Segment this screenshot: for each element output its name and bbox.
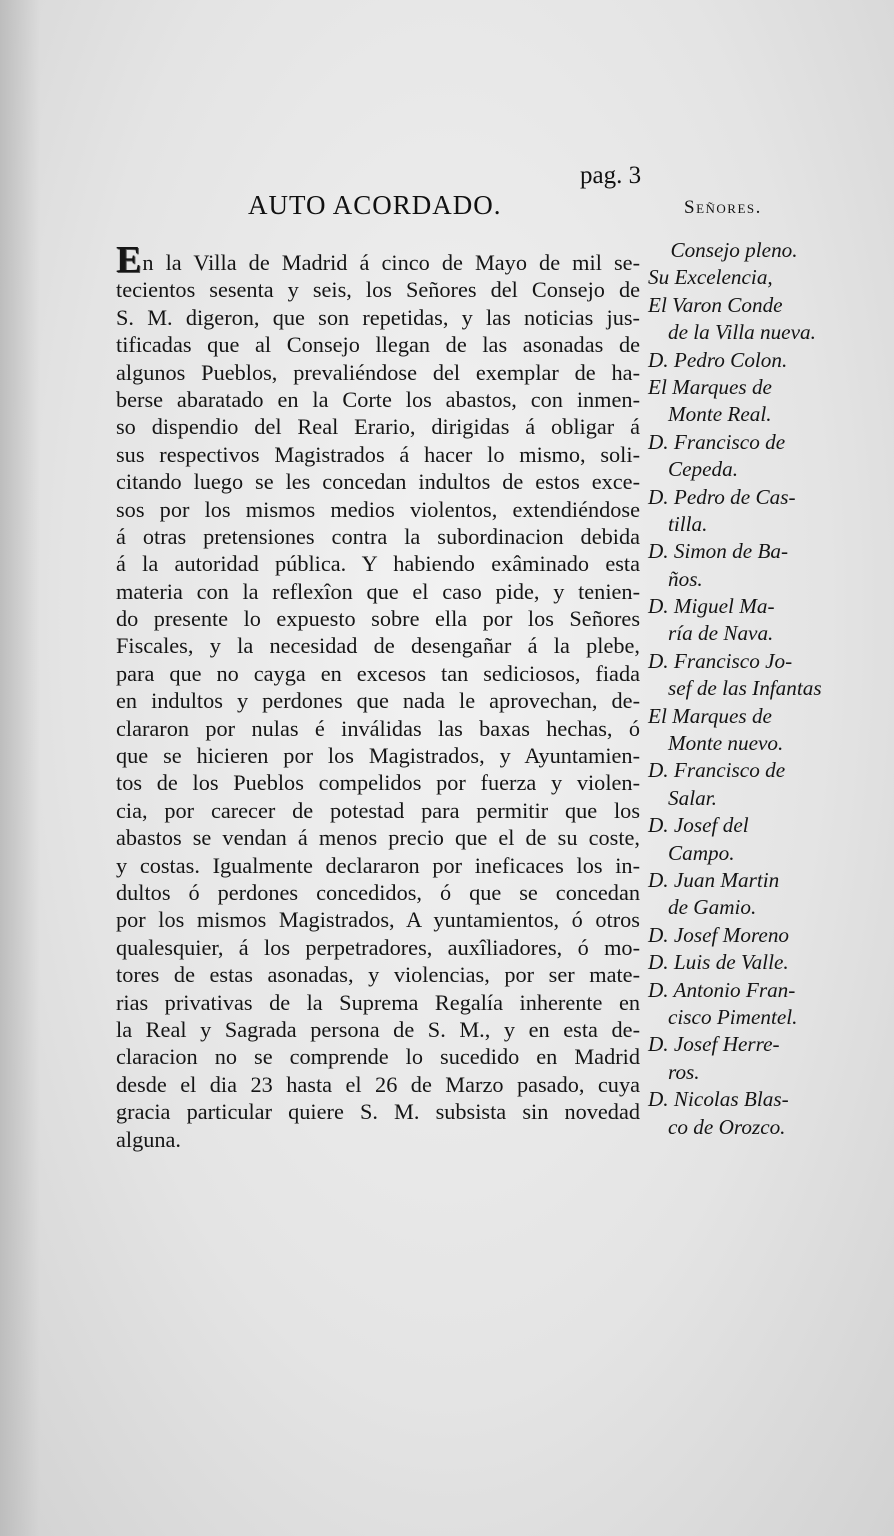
side-list-item: D. Nicolas Blas- [648, 1087, 789, 1112]
page-number: pag. 3 [580, 162, 642, 189]
side-list-item: de la Villa nueva. [668, 320, 816, 345]
body-line: qualesquier, á los perpetradores, auxîliadores, ó mo- [116, 934, 640, 960]
side-list-item: Campo. [668, 840, 735, 865]
body-line: tecientos sesenta y seis, los Señores del Consejo de [116, 277, 640, 303]
side-list-item: Su Excelencia, [648, 265, 773, 290]
body-line: á otras pretensiones contra la subordinacion debida [116, 523, 640, 549]
body-line: tificadas que al Consejo llegan de las asonadas de [116, 332, 640, 358]
side-list-item: D. Antonio Fran- [648, 977, 796, 1002]
body-text [116, 239, 640, 1153]
side-list-item: ría de Nava. [668, 621, 774, 646]
side-list-item: D. Pedro de Cas- [648, 484, 796, 509]
side-list-item: D. Juan Martin [648, 867, 780, 892]
side-list-item: Consejo pleno. [670, 238, 798, 262]
body-line: materia con la reflexîon que el caso pide, y tenien- [116, 578, 640, 604]
body-line: gracia particular quiere S. M. subsista sin novedad [116, 1099, 640, 1125]
page-fold-shadow [0, 0, 40, 1536]
body-line: sus respectivos Magistrados á hacer lo mismo, soli- [116, 441, 640, 467]
page-title: AUTO ACORDADO. [248, 190, 502, 220]
body-line: claracion no se comprende lo sucedido en Madrid [116, 1044, 640, 1070]
body-line: tos de los Pueblos compelidos por fuerza y violen- [116, 770, 640, 796]
body-line: clararon por nulas é inválidas las baxas hechas, ó [116, 715, 640, 741]
side-list-item: D. Miguel Ma- [648, 594, 775, 619]
side-list-item: D. Luis de Valle. [648, 950, 789, 975]
side-list-item: ños. [668, 566, 703, 591]
body-line: en indultos y perdones que nada le aprovechan, de- [116, 688, 640, 714]
body-line: la Real y Sagrada persona de S. M., y en esta de- [116, 1016, 640, 1042]
body-line: rias privativas de la Suprema Regalía inherente en [116, 989, 640, 1015]
body-line: Fiscales, y la necesidad de desengañar á la plebe, [116, 633, 640, 659]
body-line: á la autoridad pública. Y habiendo exâminado esta [116, 551, 640, 577]
side-list-item: El Marques de [648, 703, 772, 728]
side-list-item: El Marques de [648, 374, 772, 399]
side-list-item: El Varon Conde [648, 292, 783, 317]
side-list-item: cisco Pimentel. [668, 1004, 798, 1029]
side-list-item: Monte nuevo. [668, 731, 784, 756]
body-line: que se hicieren por los Magistrados, y Ayuntamien- [116, 743, 640, 769]
side-heading: Señores. [684, 197, 762, 218]
body-line: desde el dia 23 hasta el 26 de Marzo pasado, cuya [116, 1071, 640, 1097]
body-line: dultos ó perdones concedidos, ó que se concedan [116, 879, 640, 905]
body-line: do presente lo expuesto sobre ella por los Señores [116, 606, 640, 632]
side-list-item: D. Josef del [648, 813, 749, 838]
side-list [648, 237, 820, 1141]
side-list-item: D. Simon de Ba- [648, 539, 789, 564]
side-list-item: Monte Real. [668, 402, 772, 427]
body-line: por los mismos Magistrados, A yuntamientos, ó otros [116, 907, 640, 933]
side-list-item: co de Orozco. [668, 1114, 786, 1139]
body-line: citando luego se les concedan indultos de estos exce- [116, 469, 640, 495]
body-line [116, 239, 640, 281]
side-list-item: sef de las Infantas [668, 676, 822, 701]
side-list-item: D. Pedro Colon. [648, 347, 788, 372]
side-list-item: Cepeda. [668, 457, 739, 482]
side-list-item: ros. [668, 1059, 700, 1084]
body-line: so dispendio del Real Erario, dirigidas á obligar á [116, 414, 640, 440]
side-list-item: D. Josef Herre- [648, 1032, 780, 1057]
body-line: alguna. [116, 1126, 182, 1152]
side-list-item: de Gamio. [668, 895, 757, 920]
body-line: sos por los mismos medios violentos, extendiéndose [116, 496, 640, 522]
body-line: berse abaratado en la Corte los abastos, con inmen- [116, 386, 640, 412]
side-list-item: D. Francisco de [648, 758, 786, 783]
side-list-item: tilla. [668, 511, 708, 536]
body-line: algunos Pueblos, prevaliéndose del exemplar de ha- [116, 359, 640, 385]
body-line: abastos se vendan á menos precio que el de su coste, [116, 825, 640, 851]
side-list-item: Salar. [668, 785, 717, 810]
body-line: para que no cayga en excesos tan sediciosos, fiada [116, 660, 640, 686]
drop-cap: E [116, 239, 142, 281]
body-line: tores de estas asonadas, y violencias, por ser mate- [116, 962, 640, 988]
body-line: S. M. digeron, que son repetidas, y las noticias jus- [116, 304, 640, 330]
side-list-item: D. Josef Moreno [648, 922, 790, 947]
body-line: cia, por carecer de potestad para permitir que los [116, 797, 640, 823]
body-line: y costas. Igualmente declararon por ineficaces los in- [116, 852, 640, 878]
body-line-text: n la Villa de Madrid á cinco de Mayo de mil se- [142, 250, 640, 275]
side-list-item: D. Francisco de [648, 429, 786, 454]
side-list-item: D. Francisco Jo- [648, 648, 793, 673]
